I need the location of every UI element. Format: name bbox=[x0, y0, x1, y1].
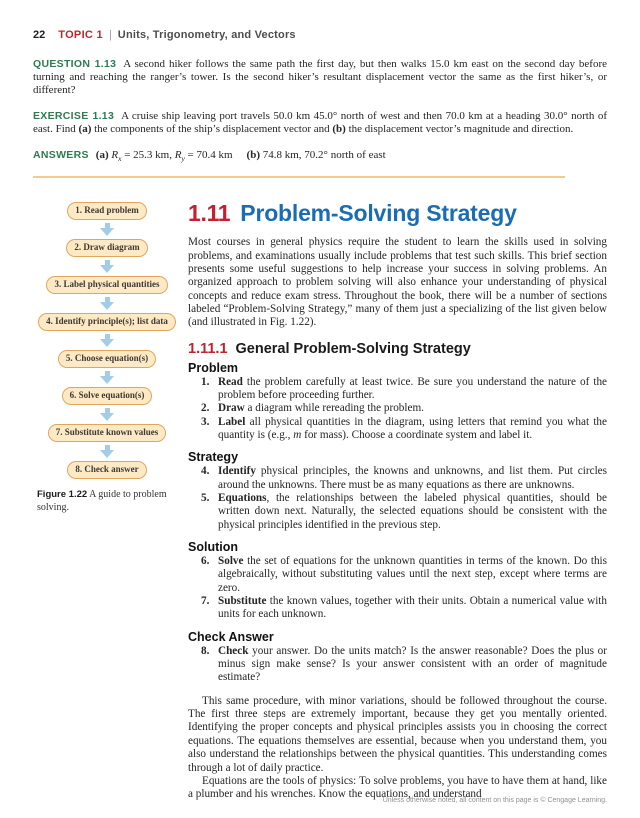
item-number: 1. bbox=[201, 375, 210, 388]
section-heading bbox=[188, 200, 607, 227]
list-item: 5. Equations, the relationships between the labeled physical quantities, should be written down next. Naturally, the selected equations should be consistent with the physical principles identified in the previous step. bbox=[201, 492, 607, 531]
list-item: 4. Identify physical principles, the knowns and unknowns, and list them. Put circles around the unknowns. There must be as many equations as there are unknowns. bbox=[201, 465, 607, 491]
strategy-groups bbox=[188, 361, 607, 685]
item-number: 5. bbox=[201, 492, 210, 504]
figure-flowchart bbox=[33, 202, 181, 801]
topic-label: TOPIC 1 bbox=[58, 29, 103, 41]
flow-step: 3. Label physical quantities bbox=[46, 276, 167, 294]
closing-paragraphs bbox=[188, 695, 607, 802]
item-number: 4. bbox=[201, 465, 210, 478]
flow-step: 5. Choose equation(s) bbox=[58, 350, 156, 368]
flowchart-steps bbox=[33, 202, 181, 479]
question-label: QUESTION 1.13 bbox=[33, 58, 117, 70]
list-item: 8. Check your answer. Do the units match? Is the answer reasonable? Does the plus or minus sign make sense? Is your answer consistent with an order of magnitude estimate? bbox=[201, 644, 607, 684]
header-separator: | bbox=[108, 29, 112, 41]
subsection-title: General Problem-Solving Strategy bbox=[235, 340, 471, 357]
down-arrow-icon bbox=[100, 334, 114, 347]
list-item: 2. Draw a diagram while rereading the problem. bbox=[201, 402, 424, 415]
section-title: Problem-Solving Strategy bbox=[240, 200, 517, 227]
list-item: 1. Read the problem carefully at least twice. Be sure you understand the nature of the problem before proceeding further. bbox=[201, 375, 607, 401]
answers-text: (a) $R_x = 25.3$ km, $R_y = 70.4$ km (b) 74.8 km, 70.2° north of east bbox=[95, 149, 386, 164]
body-paragraph: Equations are the tools of physics: To solve problems, you have to have them at hand, like a plumber and his wrenches. Know the equations, and understand bbox=[188, 774, 607, 801]
caption-label: Figure 1.22 bbox=[37, 489, 88, 501]
flow-step: 8. Check answer bbox=[67, 461, 146, 479]
answers-label: ANSWERS bbox=[33, 149, 89, 161]
down-arrow-icon bbox=[100, 223, 114, 236]
subsection-number: 1.11.1 bbox=[188, 340, 228, 357]
item-number: 7. bbox=[201, 595, 210, 608]
item-number: 8. bbox=[201, 644, 210, 657]
group-heading: Strategy bbox=[188, 450, 239, 465]
main-column bbox=[188, 202, 607, 801]
page-header bbox=[33, 29, 607, 41]
body-paragraph: This same procedure, with minor variations, should be followed throughout the course. The first three steps are extremely important, because they get you mentally oriented. Identifying the proper concepts and physical principles assists you in choosing the correct equations. The equations themselves are essential, because when you understand them, you also understand the relationships between the physical quantities. This understanding comes through a lot of daily practice. bbox=[188, 694, 607, 774]
flow-step: 1. Read problem bbox=[67, 202, 147, 220]
list-item: 6. Solve the set of equations for the unknown quantities in terms of the known. Do this algebraically, without substituting values until the next step, except where terms are zero. bbox=[201, 555, 607, 594]
down-arrow-icon bbox=[100, 445, 114, 458]
answers-block bbox=[33, 149, 607, 165]
list-item: 7. Substitute the known values, together with their units. Obtain a numerical value with units for each unknown. bbox=[201, 595, 607, 621]
group-heading: Check Answer bbox=[188, 629, 274, 644]
down-arrow-icon bbox=[100, 297, 114, 310]
intro-paragraph: Most courses in general physics require the student to learn the skills used in solving problems, and examinations usually include problems that test such skills. This brief section presents some useful suggestions to help increase your success in solving problems. An organized approach to problem solving will also enhance your understanding of physical concepts and reduce exam stress. Throughout the book, there will be a number of sections labeled “Problem-Solving Strategy,” many of them just a specializing of the list given below (and illustrated in Fig. 1.22). bbox=[188, 236, 607, 329]
flow-step: 4. Identify principle(s); list data bbox=[38, 313, 176, 331]
item-number: 2. bbox=[201, 402, 210, 415]
page-number: 22 bbox=[33, 29, 46, 41]
flow-step: 2. Draw diagram bbox=[66, 239, 147, 257]
group-heading: Problem bbox=[188, 360, 239, 375]
question-block bbox=[33, 58, 607, 97]
list-item: 3. Label all physical quantities in the diagram, using letters that remind you what the quantity is (e.g., m for mass). Choose a coordinate system and label it. bbox=[201, 415, 607, 441]
question-text: A second hiker follows the same path the first day, but then walks 15.0 km east on the second day before turning and reaching the ranger’s tower. Is the second hiker’s resultant displacement vector the same as the first hiker’s, or different? bbox=[33, 58, 608, 96]
down-arrow-icon bbox=[100, 408, 114, 421]
figure-caption bbox=[33, 489, 181, 514]
group-heading: Solution bbox=[188, 540, 238, 555]
exercise-text: A cruise ship leaving port travels 50.0 km 45.0° north of west and then 70.0 km at a heading 30.0° north of east. Find (a) the components of the ship’s displacement vector and (b) the displacement vector’s magnitude and direction. bbox=[33, 110, 607, 135]
exercise-block bbox=[33, 110, 607, 136]
item-number: 3. bbox=[201, 415, 210, 428]
down-arrow-icon bbox=[100, 260, 114, 273]
content-columns bbox=[33, 202, 607, 801]
caption-text: A guide to problem solving. bbox=[37, 489, 167, 513]
item-number: 6. bbox=[201, 555, 210, 568]
section-number: 1.11 bbox=[188, 200, 231, 227]
flow-step: 7. Substitute known values bbox=[48, 424, 167, 442]
flow-step: 6. Solve equation(s) bbox=[62, 387, 153, 405]
section-divider bbox=[33, 176, 565, 178]
exercise-label: EXERCISE 1.13 bbox=[33, 110, 115, 122]
page-footer: Unless otherwise noted, all content on this page is © Cengage Learning. bbox=[382, 797, 607, 804]
subsection-heading bbox=[188, 341, 607, 357]
topic-title: Units, Trigonometry, and Vectors bbox=[117, 29, 296, 41]
down-arrow-icon bbox=[100, 371, 114, 384]
